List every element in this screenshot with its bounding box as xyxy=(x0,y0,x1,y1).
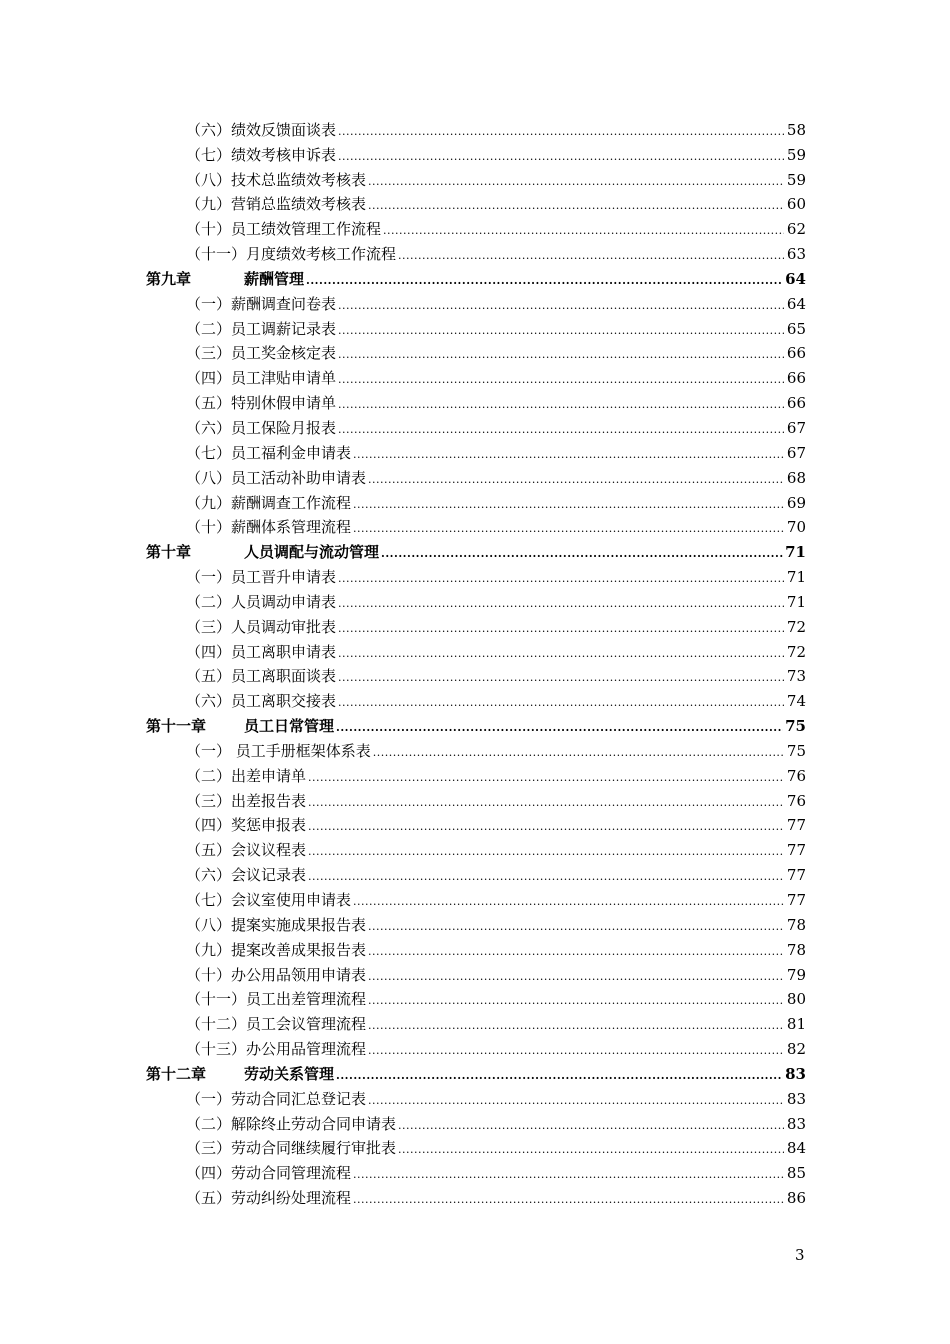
toc-entry[interactable] xyxy=(146,1034,806,1059)
toc-entry[interactable] xyxy=(146,165,806,190)
toc-entry[interactable] xyxy=(146,860,806,885)
dot-leader xyxy=(368,1045,784,1059)
toc-entry[interactable] xyxy=(146,1158,806,1183)
toc-entry[interactable] xyxy=(146,289,806,314)
toc-page-number: 76 xyxy=(786,791,806,810)
toc-page-number: 78 xyxy=(786,940,806,959)
toc-page-number: 72 xyxy=(786,617,806,636)
toc-entry[interactable] xyxy=(146,239,806,264)
toc-entry-label: （七）员工福利金申请表 xyxy=(186,443,352,462)
toc-entry-label: （十）薪酬体系管理流程 xyxy=(186,518,352,537)
dot-leader xyxy=(308,797,784,811)
dot-leader xyxy=(338,126,784,140)
dot-leader xyxy=(398,1120,784,1134)
dot-leader xyxy=(338,349,784,363)
toc-entry[interactable] xyxy=(146,214,806,239)
toc-entry[interactable] xyxy=(146,488,806,513)
toc-entry[interactable] xyxy=(146,190,806,215)
toc-entry[interactable] xyxy=(146,612,806,637)
toc-entry-label: （二）出差申请单 xyxy=(186,766,307,785)
dot-leader xyxy=(368,176,784,190)
toc-entry-label xyxy=(146,270,304,289)
toc-entry[interactable] xyxy=(146,910,806,935)
toc-page-number: 77 xyxy=(786,866,806,885)
dot-leader xyxy=(306,275,783,289)
dot-leader xyxy=(381,548,783,562)
toc-entry-label: （三）人员调动审批表 xyxy=(186,617,337,636)
dot-leader xyxy=(353,896,784,910)
dot-leader xyxy=(338,374,784,388)
toc-chapter-entry[interactable] xyxy=(146,264,806,289)
toc-entry-label: （八）员工活动补助申请表 xyxy=(186,468,367,487)
dot-leader xyxy=(336,1070,783,1084)
toc-entry[interactable] xyxy=(146,786,806,811)
toc-entry[interactable] xyxy=(146,960,806,985)
toc-entry-label: （一） 员工手册框架体系表 xyxy=(186,741,371,760)
toc-entry-label: （十一）月度绩效考核工作流程 xyxy=(186,245,397,264)
toc-entry-label: （一）劳动合同汇总登记表 xyxy=(186,1089,367,1108)
toc-page-number: 66 xyxy=(786,344,806,363)
toc-entry[interactable] xyxy=(146,811,806,836)
toc-page-number: 69 xyxy=(786,493,806,512)
toc-entry-label: （七）绩效考核申诉表 xyxy=(186,145,337,164)
dot-leader xyxy=(308,772,784,786)
toc-entry-label xyxy=(146,1065,334,1084)
toc-chapter-entry[interactable] xyxy=(146,537,806,562)
toc-entry[interactable] xyxy=(146,339,806,364)
toc-entry[interactable] xyxy=(146,140,806,165)
toc-entry[interactable] xyxy=(146,513,806,538)
dot-leader xyxy=(368,995,784,1009)
toc-entry[interactable] xyxy=(146,985,806,1010)
toc-entry-label: （十三）办公用品管理流程 xyxy=(186,1040,367,1059)
dot-leader xyxy=(353,449,784,463)
toc-page-number: 66 xyxy=(786,394,806,413)
toc-page-number: 68 xyxy=(786,468,806,487)
chapter-title: 劳动关系管理 xyxy=(244,1064,335,1083)
toc-page-number: 59 xyxy=(786,145,806,164)
toc-page-number: 75 xyxy=(785,717,806,736)
toc-page-number: 83 xyxy=(786,1114,806,1133)
toc-page-number: 79 xyxy=(786,965,806,984)
chapter-title: 薪酬管理 xyxy=(244,269,305,288)
dot-leader xyxy=(338,300,784,314)
toc-entry-label: （三）劳动合同继续履行审批表 xyxy=(186,1139,397,1158)
toc-page-number: 71 xyxy=(785,543,806,562)
toc-entry-label: （九）薪酬调查工作流程 xyxy=(186,493,352,512)
toc-page-number: 72 xyxy=(786,642,806,661)
toc-page-number: 77 xyxy=(786,891,806,909)
toc-chapter-entry[interactable] xyxy=(146,1059,806,1084)
toc-entry[interactable] xyxy=(146,463,806,488)
toc-page-number: 85 xyxy=(786,1164,806,1183)
dot-leader xyxy=(338,623,784,637)
toc-entry-label: （二）人员调动申请表 xyxy=(186,592,337,611)
dot-leader xyxy=(353,523,784,537)
dot-leader xyxy=(338,399,784,413)
toc-entry[interactable] xyxy=(146,115,806,140)
toc-entry-label: （五）会议议程表 xyxy=(186,841,307,860)
dot-leader xyxy=(308,846,784,860)
toc-entry[interactable] xyxy=(146,413,806,438)
toc-entry-label: （四）员工离职申请表 xyxy=(186,642,337,661)
dot-leader xyxy=(336,722,783,736)
dot-leader xyxy=(353,1169,784,1183)
toc-entry-label: （一）员工晋升申请表 xyxy=(186,568,337,587)
toc-page-number: 65 xyxy=(786,319,806,338)
dot-leader xyxy=(353,1194,784,1208)
toc-page-number: 71 xyxy=(786,568,806,587)
toc-entry[interactable] xyxy=(146,1084,806,1109)
toc-entry-label: （七）会议室使用申请表 xyxy=(186,891,352,909)
toc-page-number: 64 xyxy=(786,294,806,313)
toc-entry[interactable] xyxy=(146,1109,806,1134)
dot-leader xyxy=(353,499,784,513)
dot-leader xyxy=(398,1144,784,1158)
toc-page-number: 64 xyxy=(785,269,806,288)
dot-leader xyxy=(368,1095,784,1109)
toc-page-number: 76 xyxy=(786,766,806,785)
toc-entry-label xyxy=(146,717,334,736)
dot-leader xyxy=(373,747,784,761)
dot-leader xyxy=(308,871,784,885)
toc-page-number: 77 xyxy=(786,841,806,860)
toc-entry[interactable] xyxy=(146,835,806,860)
toc-entry[interactable] xyxy=(146,1009,806,1034)
dot-leader xyxy=(383,225,784,239)
toc-entry[interactable] xyxy=(146,885,806,910)
toc-page-number: 66 xyxy=(786,369,806,388)
toc-page-number: 67 xyxy=(786,418,806,437)
dot-leader xyxy=(338,598,784,612)
toc-page-number: 80 xyxy=(786,990,806,1009)
toc-entry-label: （十）办公用品领用申请表 xyxy=(186,965,367,984)
toc-page-number: 83 xyxy=(785,1064,806,1083)
toc-entry-label: （九）营销总监绩效考核表 xyxy=(186,195,367,214)
dot-leader xyxy=(338,424,784,438)
toc-entry[interactable] xyxy=(146,761,806,786)
toc-entry[interactable] xyxy=(146,736,806,761)
chapter-number: 第九章 xyxy=(146,269,192,288)
toc-entry-label: （六）会议记录表 xyxy=(186,866,307,885)
toc-page-number: 60 xyxy=(786,195,806,214)
toc-page-number: 58 xyxy=(786,120,806,139)
dot-leader xyxy=(338,573,784,587)
toc-entry-label: （十二）员工会议管理流程 xyxy=(186,1015,367,1034)
toc-entry-label: （四）奖惩申报表 xyxy=(186,816,307,835)
toc-entry-label: （四）劳动合同管理流程 xyxy=(186,1164,352,1183)
toc-entry-label: （五）特别休假申请单 xyxy=(186,394,337,413)
toc-entry-label: （二）解除终止劳动合同申请表 xyxy=(186,1114,397,1133)
toc-entry[interactable] xyxy=(146,1183,806,1208)
toc-entry-label: （四）员工津贴申请单 xyxy=(186,369,337,388)
toc-entry[interactable] xyxy=(146,562,806,587)
toc-page-number: 84 xyxy=(786,1139,806,1158)
toc-page-number: 82 xyxy=(786,1040,806,1059)
dot-leader xyxy=(368,474,784,488)
dot-leader xyxy=(338,325,784,339)
chapter-number: 第十一章 xyxy=(146,717,207,736)
toc-entry-label: （五）员工离职面谈表 xyxy=(186,667,337,686)
toc-entry-label: （三）员工奖金核定表 xyxy=(186,344,337,363)
dot-leader xyxy=(398,250,784,264)
dot-leader xyxy=(368,200,784,214)
chapter-number: 第十章 xyxy=(146,543,192,562)
toc-entry[interactable] xyxy=(146,314,806,339)
page-number: 3 xyxy=(795,1246,805,1264)
toc-entry-label: （十）员工绩效管理工作流程 xyxy=(186,220,382,239)
toc-entry-label xyxy=(146,543,379,562)
toc-entry-label: （十一）员工出差管理流程 xyxy=(186,990,367,1009)
table-of-contents xyxy=(146,115,806,1208)
toc-page-number: 75 xyxy=(786,741,806,760)
dot-leader xyxy=(368,946,784,960)
toc-page-number: 59 xyxy=(786,170,806,189)
toc-entry[interactable] xyxy=(146,587,806,612)
dot-leader xyxy=(338,697,784,711)
toc-entry-label: （八）提案实施成果报告表 xyxy=(186,915,367,934)
toc-entry[interactable] xyxy=(146,935,806,960)
toc-entry-label: （九）提案改善成果报告表 xyxy=(186,940,367,959)
toc-page-number: 77 xyxy=(786,816,806,835)
dot-leader xyxy=(338,151,784,165)
toc-entry-label: （二）员工调薪记录表 xyxy=(186,319,337,338)
toc-entry-label: （八）技术总监绩效考核表 xyxy=(186,170,367,189)
dot-leader xyxy=(308,821,784,835)
toc-entry-label: （六）绩效反馈面谈表 xyxy=(186,120,337,139)
toc-page-number: 62 xyxy=(786,220,806,239)
toc-entry-label: （五）劳动纠纷处理流程 xyxy=(186,1189,352,1208)
toc-page-number: 71 xyxy=(786,592,806,611)
toc-entry[interactable] xyxy=(146,637,806,662)
toc-entry[interactable] xyxy=(146,662,806,687)
toc-page-number: 63 xyxy=(786,245,806,264)
chapter-title: 员工日常管理 xyxy=(244,717,335,736)
dot-leader xyxy=(338,672,784,686)
toc-entry[interactable] xyxy=(146,388,806,413)
toc-page-number: 70 xyxy=(786,518,806,537)
dot-leader xyxy=(368,971,784,985)
toc-entry[interactable] xyxy=(146,363,806,388)
chapter-number: 第十二章 xyxy=(146,1064,207,1083)
dot-leader xyxy=(368,1020,784,1034)
toc-page-number: 81 xyxy=(786,1015,806,1034)
toc-page-number: 74 xyxy=(786,692,806,711)
toc-chapter-entry[interactable] xyxy=(146,711,806,736)
dot-leader xyxy=(338,648,784,662)
toc-entry[interactable] xyxy=(146,438,806,463)
toc-page-number: 83 xyxy=(786,1089,806,1108)
dot-leader xyxy=(368,921,784,935)
toc-entry-label: （六）员工离职交接表 xyxy=(186,692,337,711)
toc-entry-label: （一）薪酬调查问卷表 xyxy=(186,294,337,313)
toc-page-number: 67 xyxy=(786,443,806,462)
toc-page-number: 78 xyxy=(786,915,806,934)
toc-page-number: 86 xyxy=(786,1189,806,1208)
chapter-title: 人员调配与流动管理 xyxy=(244,543,380,562)
toc-entry-label: （三）出差报告表 xyxy=(186,791,307,810)
toc-entry-label: （六）员工保险月报表 xyxy=(186,418,337,437)
toc-page-number: 73 xyxy=(786,667,806,686)
toc-entry[interactable] xyxy=(146,1134,806,1159)
toc-entry[interactable] xyxy=(146,686,806,711)
